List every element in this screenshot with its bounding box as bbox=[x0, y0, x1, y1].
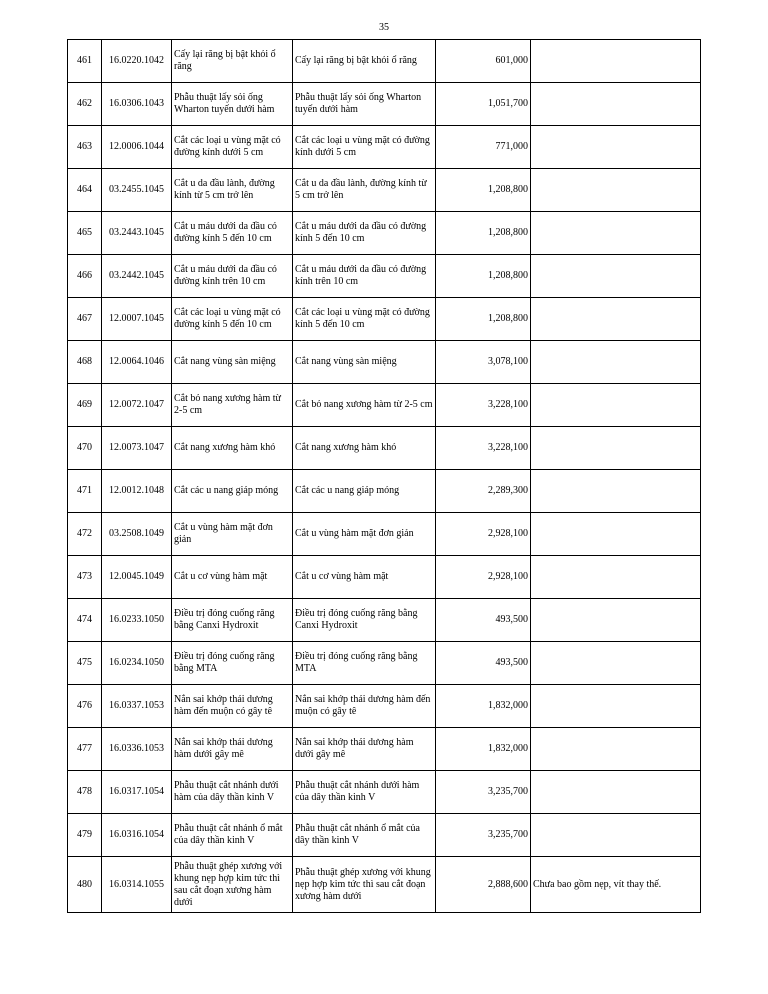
cell-row-number: 470 bbox=[68, 427, 102, 470]
cell-note bbox=[531, 255, 701, 298]
cell-service-name-alt: Điều trị đóng cuống răng bằng MTA bbox=[293, 642, 436, 685]
cell-note: Chưa bao gồm nẹp, vít thay thế. bbox=[531, 857, 701, 913]
cell-row-number: 465 bbox=[68, 212, 102, 255]
cell-service-name: Cấy lại răng bị bật khỏi ổ răng bbox=[172, 40, 293, 83]
cell-note bbox=[531, 513, 701, 556]
cell-price: 601,000 bbox=[436, 40, 531, 83]
cell-price: 1,051,700 bbox=[436, 83, 531, 126]
cell-note bbox=[531, 169, 701, 212]
cell-service-name-alt: Phẫu thuật cắt nhánh dưới hàm của dây thần kinh V bbox=[293, 771, 436, 814]
cell-service-code: 12.0007.1045 bbox=[102, 298, 172, 341]
cell-service-code: 03.2508.1049 bbox=[102, 513, 172, 556]
cell-service-name-alt: Cắt u máu dưới da đầu có đường kính 5 đến 10 cm bbox=[293, 212, 436, 255]
cell-note bbox=[531, 728, 701, 771]
cell-service-name-alt: Cắt các loại u vùng mặt có đường kính 5 đến 10 cm bbox=[293, 298, 436, 341]
cell-row-number: 477 bbox=[68, 728, 102, 771]
cell-row-number: 469 bbox=[68, 384, 102, 427]
cell-service-code: 03.2442.1045 bbox=[102, 255, 172, 298]
cell-service-code: 03.2443.1045 bbox=[102, 212, 172, 255]
cell-service-name: Cắt các loại u vùng mặt có đường kính 5 đến 10 cm bbox=[172, 298, 293, 341]
table-row bbox=[68, 599, 701, 642]
cell-note bbox=[531, 427, 701, 470]
cell-service-name-alt: Cắt bỏ nang xương hàm từ 2-5 cm bbox=[293, 384, 436, 427]
cell-price: 1,832,000 bbox=[436, 685, 531, 728]
cell-note bbox=[531, 685, 701, 728]
cell-service-name: Điều trị đóng cuống răng bằng MTA bbox=[172, 642, 293, 685]
cell-service-name-alt: Nắn sai khớp thái dương hàm đến muộn có gây tê bbox=[293, 685, 436, 728]
cell-service-name: Cắt các u nang giáp móng bbox=[172, 470, 293, 513]
cell-row-number: 464 bbox=[68, 169, 102, 212]
table-row bbox=[68, 255, 701, 298]
table-row bbox=[68, 126, 701, 169]
cell-row-number: 480 bbox=[68, 857, 102, 913]
cell-note bbox=[531, 298, 701, 341]
table-row bbox=[68, 728, 701, 771]
cell-service-name: Cắt u máu dưới da đầu có đường kính 5 đến 10 cm bbox=[172, 212, 293, 255]
cell-service-name: Phẫu thuật cắt nhánh dưới hàm của dây thần kinh V bbox=[172, 771, 293, 814]
cell-service-code: 03.2455.1045 bbox=[102, 169, 172, 212]
cell-service-name-alt: Cắt u cơ vùng hàm mặt bbox=[293, 556, 436, 599]
table-row bbox=[68, 212, 701, 255]
cell-service-code: 16.0316.1054 bbox=[102, 814, 172, 857]
cell-row-number: 471 bbox=[68, 470, 102, 513]
cell-price: 3,228,100 bbox=[436, 427, 531, 470]
cell-price: 493,500 bbox=[436, 642, 531, 685]
cell-service-code: 16.0336.1053 bbox=[102, 728, 172, 771]
cell-service-code: 16.0233.1050 bbox=[102, 599, 172, 642]
cell-service-code: 16.0317.1054 bbox=[102, 771, 172, 814]
table-row bbox=[68, 771, 701, 814]
cell-service-name-alt: Cắt u máu dưới da đầu có đường kính trên 10 cm bbox=[293, 255, 436, 298]
cell-service-name-alt: Cắt các u nang giáp móng bbox=[293, 470, 436, 513]
cell-note bbox=[531, 126, 701, 169]
cell-note bbox=[531, 556, 701, 599]
cell-service-code: 12.0072.1047 bbox=[102, 384, 172, 427]
cell-service-code: 12.0012.1048 bbox=[102, 470, 172, 513]
table-row bbox=[68, 298, 701, 341]
cell-price: 1,208,800 bbox=[436, 298, 531, 341]
cell-service-code: 12.0064.1046 bbox=[102, 341, 172, 384]
table-row bbox=[68, 40, 701, 83]
cell-row-number: 467 bbox=[68, 298, 102, 341]
cell-service-name: Phẫu thuật cắt nhánh ổ mắt của dây thần kinh V bbox=[172, 814, 293, 857]
cell-note bbox=[531, 212, 701, 255]
cell-service-code: 12.0006.1044 bbox=[102, 126, 172, 169]
cell-price: 1,208,800 bbox=[436, 212, 531, 255]
table-row bbox=[68, 642, 701, 685]
cell-note bbox=[531, 771, 701, 814]
cell-note bbox=[531, 83, 701, 126]
cell-price: 1,832,000 bbox=[436, 728, 531, 771]
cell-row-number: 478 bbox=[68, 771, 102, 814]
table-row bbox=[68, 685, 701, 728]
cell-price: 2,928,100 bbox=[436, 556, 531, 599]
cell-note bbox=[531, 599, 701, 642]
table-row bbox=[68, 556, 701, 599]
cell-note bbox=[531, 40, 701, 83]
cell-note bbox=[531, 814, 701, 857]
cell-service-code: 16.0314.1055 bbox=[102, 857, 172, 913]
cell-price: 2,289,300 bbox=[436, 470, 531, 513]
cell-row-number: 461 bbox=[68, 40, 102, 83]
cell-service-name: Nắn sai khớp thái dương hàm đến muộn có gây tê bbox=[172, 685, 293, 728]
table-row bbox=[68, 470, 701, 513]
cell-service-name-alt: Cấy lại răng bị bật khỏi ổ răng bbox=[293, 40, 436, 83]
price-table bbox=[67, 39, 701, 913]
table-body bbox=[68, 40, 701, 913]
cell-row-number: 472 bbox=[68, 513, 102, 556]
table-row bbox=[68, 427, 701, 470]
cell-price: 2,928,100 bbox=[436, 513, 531, 556]
cell-service-code: 16.0234.1050 bbox=[102, 642, 172, 685]
cell-service-code: 16.0306.1043 bbox=[102, 83, 172, 126]
cell-row-number: 473 bbox=[68, 556, 102, 599]
cell-price: 1,208,800 bbox=[436, 169, 531, 212]
cell-note bbox=[531, 470, 701, 513]
cell-service-name-alt: Cắt u vùng hàm mặt đơn giản bbox=[293, 513, 436, 556]
cell-price: 3,235,700 bbox=[436, 771, 531, 814]
table-row bbox=[68, 384, 701, 427]
cell-price: 1,208,800 bbox=[436, 255, 531, 298]
cell-service-name-alt: Điều trị đóng cuống răng bằng Canxi Hydroxit bbox=[293, 599, 436, 642]
cell-service-code: 16.0220.1042 bbox=[102, 40, 172, 83]
table-row bbox=[68, 814, 701, 857]
table-row bbox=[68, 169, 701, 212]
cell-service-name: Cắt bỏ nang xương hàm từ 2-5 cm bbox=[172, 384, 293, 427]
cell-row-number: 475 bbox=[68, 642, 102, 685]
cell-service-name: Cắt các loại u vùng mặt có đường kính dưới 5 cm bbox=[172, 126, 293, 169]
cell-price: 3,235,700 bbox=[436, 814, 531, 857]
cell-row-number: 479 bbox=[68, 814, 102, 857]
cell-service-name: Cắt nang xương hàm khó bbox=[172, 427, 293, 470]
cell-service-name: Phẫu thuật ghép xương với khung nẹp hợp kim tức thì sau cắt đoạn xương hàm dưới bbox=[172, 857, 293, 913]
cell-service-name: Cắt u máu dưới da đầu có đường kính trên 10 cm bbox=[172, 255, 293, 298]
cell-service-name: Nắn sai khớp thái dương hàm dưới gây mê bbox=[172, 728, 293, 771]
cell-service-name: Cắt nang vùng sàn miệng bbox=[172, 341, 293, 384]
cell-service-name-alt: Cắt các loại u vùng mặt có đường kính dưới 5 cm bbox=[293, 126, 436, 169]
cell-row-number: 468 bbox=[68, 341, 102, 384]
table-row bbox=[68, 83, 701, 126]
cell-service-name-alt: Phẫu thuật cắt nhánh ổ mắt của dây thần kinh V bbox=[293, 814, 436, 857]
cell-service-name: Cắt u vùng hàm mặt đơn giản bbox=[172, 513, 293, 556]
cell-service-name-alt: Cắt u da đầu lành, đường kính từ 5 cm trở lên bbox=[293, 169, 436, 212]
cell-service-code: 12.0073.1047 bbox=[102, 427, 172, 470]
cell-row-number: 466 bbox=[68, 255, 102, 298]
table-row bbox=[68, 341, 701, 384]
cell-note bbox=[531, 384, 701, 427]
cell-service-code: 12.0045.1049 bbox=[102, 556, 172, 599]
cell-price: 493,500 bbox=[436, 599, 531, 642]
cell-price: 771,000 bbox=[436, 126, 531, 169]
cell-service-name-alt: Phẫu thuật lấy sỏi ống Wharton tuyến dưới hàm bbox=[293, 83, 436, 126]
cell-service-name-alt: Cắt nang xương hàm khó bbox=[293, 427, 436, 470]
cell-row-number: 462 bbox=[68, 83, 102, 126]
table-row bbox=[68, 857, 701, 913]
cell-price: 2,888,600 bbox=[436, 857, 531, 913]
cell-service-code: 16.0337.1053 bbox=[102, 685, 172, 728]
cell-service-name: Cắt u da đầu lành, đường kính từ 5 cm trở lên bbox=[172, 169, 293, 212]
cell-note bbox=[531, 642, 701, 685]
cell-note bbox=[531, 341, 701, 384]
cell-row-number: 476 bbox=[68, 685, 102, 728]
cell-price: 3,078,100 bbox=[436, 341, 531, 384]
page-number: 35 bbox=[379, 22, 389, 33]
cell-service-name: Điều trị đóng cuống răng bằng Canxi Hydroxit bbox=[172, 599, 293, 642]
cell-row-number: 474 bbox=[68, 599, 102, 642]
cell-row-number: 463 bbox=[68, 126, 102, 169]
cell-service-name: Cắt u cơ vùng hàm mặt bbox=[172, 556, 293, 599]
cell-service-name: Phẫu thuật lấy sỏi ống Wharton tuyến dưới hàm bbox=[172, 83, 293, 126]
cell-price: 3,228,100 bbox=[436, 384, 531, 427]
cell-service-name-alt: Phẫu thuật ghép xương với khung nẹp hợp kim tức thì sau cắt đoạn xương hàm dưới bbox=[293, 857, 436, 913]
cell-service-name-alt: Nắn sai khớp thái dương hàm dưới gây mê bbox=[293, 728, 436, 771]
cell-service-name-alt: Cắt nang vùng sàn miệng bbox=[293, 341, 436, 384]
table-row bbox=[68, 513, 701, 556]
